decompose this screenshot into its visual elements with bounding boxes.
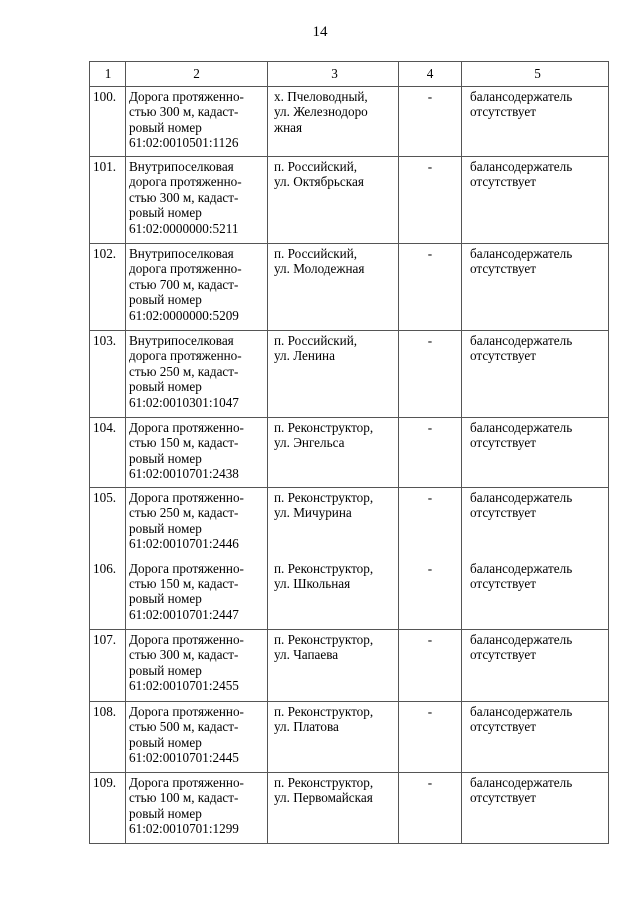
object-name-line: ровый номер [129, 450, 202, 466]
object-name-cell [126, 244, 268, 331]
object-name-line: стью 700 м, кадаст- [129, 276, 239, 292]
object-name-line: ровый номер [129, 734, 202, 750]
object-name-line: Дорога протяженно- [129, 775, 244, 790]
location-line: п. Реконструктор, [274, 775, 374, 790]
holder-line: балансодержатель [470, 560, 573, 576]
object-name-line: стью 150 м, кадаст- [129, 435, 239, 451]
holder-line: балансодержатель [470, 333, 573, 348]
table-row [90, 630, 609, 702]
object-name-line: Дорога протяженно- [129, 490, 244, 505]
column-4-cell: - [399, 630, 462, 702]
object-name-line: 61:02:0010701:2446 [129, 536, 239, 552]
object-name-line: стью 250 м, кадаст- [129, 505, 239, 521]
holder-line: балансодержатель [470, 704, 573, 719]
row-number-cell: 108. [90, 702, 126, 773]
location-line: ул. Первомайская [274, 790, 373, 806]
holder-line: балансодержатель [470, 159, 573, 174]
object-name-line: 61:02:0000000:5209 [129, 307, 239, 323]
table-row [90, 87, 609, 157]
column-header-5: 5 [462, 62, 609, 87]
object-name-line: Дорога протяженно- [129, 632, 244, 647]
location-line: ул. Октябрьская [274, 174, 364, 190]
holder-cell [462, 559, 609, 630]
page-number: 14 [312, 24, 328, 40]
object-name-line: Дорога протяженно- [129, 560, 244, 576]
holder-line: балансодержатель [470, 632, 573, 647]
location-line: ул. Ленина [274, 348, 335, 364]
object-name-line: ровый номер [129, 119, 202, 135]
column-4-cell: - [399, 702, 462, 773]
location-line: ул. Мичурина [274, 505, 352, 521]
object-name-line: стью 100 м, кадаст- [129, 790, 239, 806]
object-name-line: стью 150 м, кадаст- [129, 575, 239, 591]
object-name-line: Внутрипоселковая [129, 333, 234, 348]
holder-cell [462, 773, 609, 844]
location-cell [268, 773, 399, 844]
column-header-2: 2 [126, 62, 268, 87]
column-4-cell: - [399, 331, 462, 418]
row-number-cell: 104. [90, 418, 126, 488]
location-line: п. Российский, [274, 246, 358, 261]
holder-cell [462, 331, 609, 418]
holder-cell [462, 630, 609, 702]
object-name-line: Дорога протяженно- [129, 89, 244, 104]
object-name-line: 61:02:0010701:2438 [129, 466, 239, 482]
holder-line: балансодержатель [470, 775, 573, 790]
table-row [90, 244, 609, 331]
column-header-1: 1 [90, 62, 126, 87]
object-name-line: Дорога протяженно- [129, 704, 244, 719]
column-4-cell: - [399, 87, 462, 157]
location-line: п. Реконструктор, [274, 420, 374, 435]
holder-cell [462, 244, 609, 331]
object-name-line: дорога протяженно- [129, 261, 242, 277]
table-row [90, 488, 609, 559]
table-row [90, 418, 609, 488]
object-name-cell [126, 702, 268, 773]
object-name-cell [126, 87, 268, 157]
holder-cell [462, 702, 609, 773]
object-name-line: 61:02:0010701:2455 [129, 678, 239, 694]
location-cell [268, 331, 399, 418]
object-name-line: ровый номер [129, 520, 202, 536]
holder-line: балансодержатель [470, 246, 573, 261]
table-body [90, 87, 609, 844]
row-number-cell: 106. [90, 559, 126, 630]
object-name-cell [126, 331, 268, 418]
location-cell [268, 488, 399, 559]
object-name-line: 61:02:0010701:2447 [129, 606, 239, 622]
table-row [90, 559, 609, 630]
location-cell [268, 630, 399, 702]
location-cell [268, 559, 399, 630]
holder-line: балансодержатель [470, 420, 573, 435]
holder-line: балансодержатель [470, 490, 573, 505]
object-name-cell [126, 773, 268, 844]
location-line: ул. Чапаева [274, 647, 339, 663]
object-name-line: Внутрипоселковая [129, 246, 234, 261]
column-4-cell: - [399, 559, 462, 630]
registry-table [89, 61, 609, 844]
holder-line: балансодержатель [470, 89, 573, 104]
holder-cell [462, 488, 609, 559]
row-number-cell: 107. [90, 630, 126, 702]
object-name-line: 61:02:0010301:1047 [129, 394, 239, 410]
column-4-cell: - [399, 488, 462, 559]
column-4-cell: - [399, 418, 462, 488]
table-row [90, 331, 609, 418]
object-name-line: ровый номер [129, 662, 202, 678]
holder-line: отсутствует [470, 505, 536, 521]
row-number-cell: 109. [90, 773, 126, 844]
holder-line: отсутствует [470, 719, 536, 735]
table-row [90, 702, 609, 773]
object-name-line: стью 300 м, кадаст- [129, 189, 239, 205]
object-name-line: 61:02:0010701:2445 [129, 750, 239, 766]
location-cell [268, 418, 399, 488]
object-name-line: ровый номер [129, 805, 202, 821]
table-row [90, 157, 609, 244]
object-name-line: 61:02:0000000:5211 [129, 220, 239, 236]
object-name-cell [126, 157, 268, 244]
object-name-line: ровый номер [129, 205, 202, 221]
location-line: х. Пчеловодный, [274, 89, 368, 104]
location-line: ул. Школьная [274, 575, 351, 591]
location-line: п. Российский, [274, 159, 358, 174]
object-name-line: ровый номер [129, 292, 202, 308]
holder-line: отсутствует [470, 435, 536, 451]
object-name-line: дорога протяженно- [129, 348, 242, 364]
column-4-cell: - [399, 244, 462, 331]
holder-cell [462, 157, 609, 244]
holder-line: отсутствует [470, 261, 536, 277]
holder-cell [462, 87, 609, 157]
row-number-cell: 105. [90, 488, 126, 559]
table-header-row [90, 62, 609, 87]
object-name-line: ровый номер [129, 591, 202, 607]
location-line: п. Российский, [274, 333, 358, 348]
location-line: п. Реконструктор, [274, 704, 374, 719]
object-name-cell [126, 630, 268, 702]
holder-line: отсутствует [470, 174, 536, 190]
holder-line: отсутствует [470, 575, 536, 591]
row-number-cell: 101. [90, 157, 126, 244]
holder-line: отсутствует [470, 790, 536, 806]
column-header-3: 3 [268, 62, 399, 87]
object-name-line: стью 250 м, кадаст- [129, 363, 239, 379]
location-line: п. Реконструктор, [274, 560, 374, 576]
location-line: ул. Энгельса [274, 435, 345, 451]
object-name-cell [126, 559, 268, 630]
location-line: ул. Платова [274, 719, 339, 735]
row-number-cell: 103. [90, 331, 126, 418]
object-name-line: стью 300 м, кадаст- [129, 647, 239, 663]
column-4-cell: - [399, 157, 462, 244]
holder-cell [462, 418, 609, 488]
table-row [90, 773, 609, 844]
object-name-cell [126, 488, 268, 559]
row-number-cell: 100. [90, 87, 126, 157]
location-cell [268, 244, 399, 331]
location-line: ул. Молодежная [274, 261, 365, 277]
object-name-line: стью 300 м, кадаст- [129, 104, 239, 120]
holder-line: отсутствует [470, 647, 536, 663]
location-line: ул. Железнодоро [274, 104, 368, 120]
location-cell [268, 87, 399, 157]
object-name-line: 61:02:0010701:1299 [129, 821, 239, 837]
object-name-line: 61:02:0010501:1126 [129, 135, 239, 151]
object-name-line: Внутрипоселковая [129, 159, 234, 174]
object-name-cell [126, 418, 268, 488]
holder-line: отсутствует [470, 104, 536, 120]
column-header-4: 4 [399, 62, 462, 87]
column-4-cell: - [399, 773, 462, 844]
object-name-line: Дорога протяженно- [129, 420, 244, 435]
object-name-line: стью 500 м, кадаст- [129, 719, 239, 735]
holder-line: отсутствует [470, 348, 536, 364]
location-line: п. Реконструктор, [274, 490, 374, 505]
location-line: жная [274, 119, 303, 135]
row-number-cell: 102. [90, 244, 126, 331]
object-name-line: дорога протяженно- [129, 174, 242, 190]
location-line: п. Реконструктор, [274, 632, 374, 647]
location-cell [268, 702, 399, 773]
object-name-line: ровый номер [129, 379, 202, 395]
location-cell [268, 157, 399, 244]
